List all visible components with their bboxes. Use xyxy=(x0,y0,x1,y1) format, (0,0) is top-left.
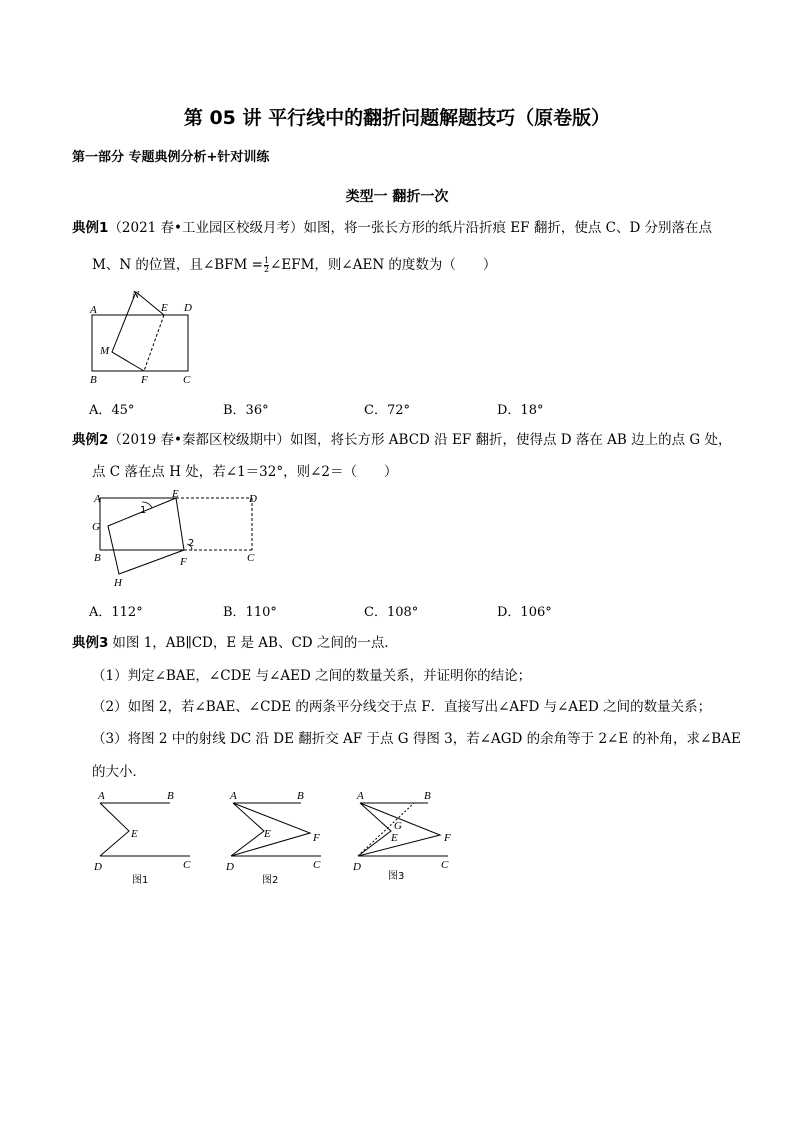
ex1-label-B: B xyxy=(90,374,97,386)
ex2-line2: 点 C 落在点 H 处，若∠1＝32°，则∠2＝（ ） xyxy=(92,464,398,480)
ex1-label-D: D xyxy=(184,302,192,314)
fig2-caption: 图2 xyxy=(262,875,279,886)
fig1-caption: 图1 xyxy=(132,875,149,886)
fig3-label-D: D xyxy=(353,861,361,873)
ex1-line2 xyxy=(92,255,496,275)
ex1-label-F: F xyxy=(141,374,148,386)
ex1-crease xyxy=(144,315,164,371)
fig2-label-B: B xyxy=(297,790,304,802)
fig3-label-C: C xyxy=(441,859,449,871)
fig2-label-F: F xyxy=(313,832,320,844)
ex2-option-b[interactable]: B．110° xyxy=(223,605,277,620)
ex2-label-E: E xyxy=(172,488,179,500)
fig2-label-D: D xyxy=(226,861,234,873)
ex1-label-N: N xyxy=(132,289,140,301)
fig3-label-F: F xyxy=(444,832,451,844)
ex3-figures xyxy=(88,786,468,886)
ex1-option-a[interactable]: A．45° xyxy=(89,403,135,418)
fig3-label-E: E xyxy=(391,832,398,844)
ex2-option-c[interactable]: C．108° xyxy=(364,605,419,620)
ex3-label: 典例3 xyxy=(72,635,109,651)
ex2-label-2: 2 xyxy=(188,538,195,549)
ex2-option-d[interactable]: D．106° xyxy=(497,605,552,620)
ex1-option-c[interactable]: C．72° xyxy=(364,403,410,418)
fig2-label-C: C xyxy=(313,859,321,871)
fig3-label-A: A xyxy=(357,790,364,802)
ex3-q1: （1）判定∠BAE，∠CDE 与∠AED 之间的数量关系，并证明你的结论； xyxy=(92,668,532,684)
ex3-fig2 xyxy=(225,790,321,886)
type-heading: 类型一 翻折一次 xyxy=(345,189,449,205)
ex1-text2b: ∠EFM，则∠AEN 的度数为（ ） xyxy=(270,257,497,273)
ex2-label: 典例2 xyxy=(72,432,109,448)
fig2-label-E: E xyxy=(264,828,271,840)
ex1-rect xyxy=(92,315,188,371)
ex2-label-A: A xyxy=(94,493,101,505)
ex2-label-F: F xyxy=(180,556,187,568)
ex3-fig3 xyxy=(352,790,451,882)
ex1-folded-top xyxy=(136,292,164,315)
ex3-q3b: 的大小． xyxy=(92,764,146,780)
fig1-label-A: A xyxy=(98,790,105,802)
ex2-option-a[interactable]: A．112° xyxy=(89,605,143,620)
fig3-label-B: B xyxy=(424,790,431,802)
fig1-label-C: C xyxy=(183,859,191,871)
ex1-figure xyxy=(80,286,200,386)
ex3-q2: （2）如图 2，若∠BAE、∠CDE 的两条平分线交于点 F．直接写出∠AFD 与∠AED 之间的数量关系； xyxy=(92,699,712,715)
page-title: 第 05 讲 平行线中的翻折问题解题技巧（原卷版） xyxy=(183,107,611,129)
ex2-label-B: B xyxy=(94,552,101,564)
ex1-line1 xyxy=(72,218,712,238)
ex2-label-C: C xyxy=(247,552,255,564)
ex2-figure xyxy=(88,488,268,590)
fig3-caption: 图3 xyxy=(388,871,405,882)
ex1-text1: （2021 春•工业园区校级月考）如图，将一张长方形的纸片沿折痕 EF 翻折，使点 C、D 分别落在点 xyxy=(108,220,713,236)
ex1-label-A: A xyxy=(90,304,97,316)
ex2-label-H: H xyxy=(114,577,122,589)
fig1-label-E: E xyxy=(131,828,138,840)
ex3-text1: 如图 1，AB∥CD，E 是 AB、CD 之间的一点． xyxy=(112,635,398,651)
fig2-label-A: A xyxy=(230,790,237,802)
fig1-label-D: D xyxy=(94,861,102,873)
ex3-line1 xyxy=(72,633,398,653)
ex1-text2a: M、N 的位置，且∠BFM = xyxy=(92,257,263,273)
ex1-label-M: M xyxy=(100,345,110,357)
ex2-label-1: 1 xyxy=(140,505,147,516)
ex1-folded-left xyxy=(112,292,144,371)
fig3-label-G: G xyxy=(394,820,402,832)
ex3-fig1 xyxy=(93,790,191,886)
ex1-label-E: E xyxy=(161,302,168,314)
ex2-label-G: G xyxy=(92,521,100,533)
ex1-option-d[interactable]: D．18° xyxy=(497,403,544,418)
ex1-option-b[interactable]: B．36° xyxy=(223,403,269,418)
ex1-label-C: C xyxy=(183,374,191,386)
ex2-text1: （2019 春•秦都区校级期中）如图，将长方形 ABCD 沿 EF 翻折，使得点 D 落在 AB 边上的点 G 处， xyxy=(108,432,732,448)
ex1-label: 典例1 xyxy=(72,220,109,236)
part-heading: 第一部分 专题典例分析+针对训练 xyxy=(72,150,270,165)
ex2-line1 xyxy=(72,430,732,450)
ex1-fraction: $\frac{1}{2}$ xyxy=(263,256,270,274)
ex2-label-D: D xyxy=(249,493,257,505)
ex3-q3: （3）将图 2 中的射线 DC 沿 DE 翻折交 AF 于点 G 得图 3，若∠AGD 的余角等于 2∠E 的补角，求∠BAE xyxy=(92,731,741,747)
fig1-label-B: B xyxy=(167,790,174,802)
